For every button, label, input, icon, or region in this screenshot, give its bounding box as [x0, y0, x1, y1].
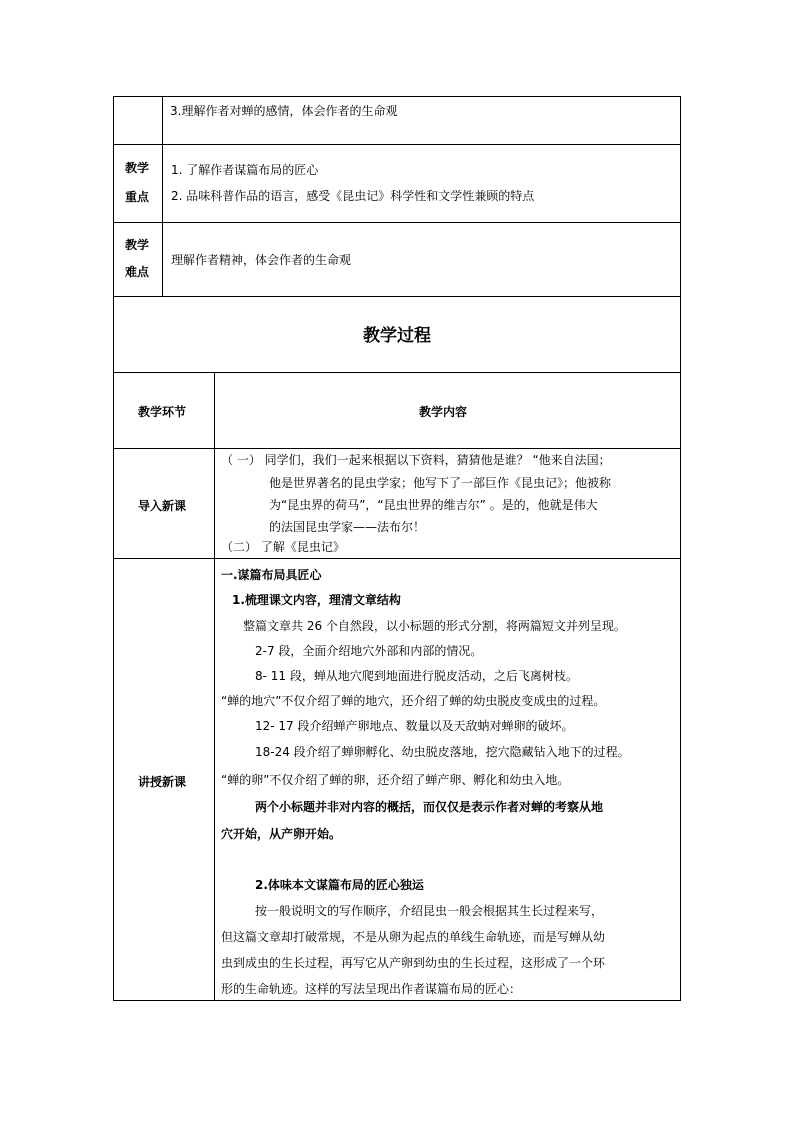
lecture-subheading-2: 2.体味本文谋篇布局的匠心独运 [255, 878, 424, 892]
intro-line-5: （二） 了解《昆虫记》 [221, 540, 345, 554]
objective-item-3: 3.理解作者对蝉的感情，体会作者的生命观 [170, 104, 398, 118]
lesson-plan-table [113, 96, 681, 1001]
lecture-paragraph: 整篇文章共 26 个自然段，以小标题的形式分割，将两篇短文并列呈现。 [243, 619, 626, 633]
key-point-1: 1. 了解作者谋篇布局的匠心 [171, 163, 319, 177]
row-divider [113, 372, 681, 373]
row-divider [113, 296, 681, 297]
key-points-label-1: 教学 [125, 161, 150, 175]
lecture-paragraph: 但这篇文章却打破常规，不是从卵为起点的单线生命轨迹，而是写蝉从幼 [221, 930, 606, 944]
column-divider [214, 372, 215, 1001]
key-point-2: 2. 品味科普作品的语言，感受《昆虫记》科学性和文学性兼顾的特点 [171, 189, 535, 203]
lecture-heading-1: 一.谋篇布局具匠心 [221, 568, 322, 582]
lecture-paragraph: 8- 11 段，蝉从地穴爬到地面进行脱皮活动，之后飞离树枝。 [255, 669, 578, 683]
row-divider [113, 222, 681, 223]
lecture-paragraph-emphasis: 两个小标题并非对内容的概括，而仅仅是表示作者对蝉的考察从地 [255, 800, 604, 814]
lecture-paragraph: 形的生命轨迹。这样的写法呈现出作者谋篇布局的匠心： [221, 982, 522, 996]
intro-line-4: 的法国昆虫学家——法布尔！ [269, 520, 426, 534]
lecture-paragraph: “蝉的卵”不仅介绍了蝉的卵，还介绍了蝉产卵、孵化和幼虫入地。 [221, 773, 570, 787]
column-header-stage: 教学环节 [138, 405, 187, 419]
lecture-paragraph-emphasis: 穴开始，从产卵开始。 [221, 827, 342, 841]
intro-line-2: 他是世界著名的昆虫学家；他写下了一部巨作《昆虫记》；他被称 [269, 476, 612, 490]
column-header-content: 教学内容 [419, 405, 468, 419]
lecture-paragraph: “蝉的地穴”不仅介绍了蝉的地穴，还介绍了蝉的幼虫脱皮变成虫的过程。 [221, 694, 606, 708]
process-title: 教学过程 [363, 326, 431, 346]
stage-lecture: 讲授新课 [138, 775, 187, 789]
lecture-paragraph: 2-7 段，全面介绍地穴外部和内部的情况。 [255, 644, 483, 658]
row-divider [113, 558, 681, 559]
difficulties-label-1: 教学 [125, 238, 150, 252]
intro-line-1: （ 一） 同学们，我们一起来根据以下资料，猜猜他是谁？ “他来自法国； [221, 453, 611, 467]
table-border-left [113, 96, 114, 1001]
difficulties-label-2: 难点 [125, 265, 150, 279]
column-divider [162, 96, 163, 296]
lecture-paragraph: 18-24 段介绍了蝉卵孵化、幼虫脱皮落地，挖穴隐藏钻入地下的过程。 [255, 745, 630, 759]
lecture-paragraph: 按一般说明文的写作顺序，介绍昆虫一般会根据其生长过程来写， [255, 904, 604, 918]
lecture-paragraph: 12- 17 段介绍蝉产卵地点、数量以及天敌蚋对蝉卵的破坏。 [255, 719, 574, 733]
table-border-right [680, 96, 681, 1001]
difficulties-text: 理解作者精神，体会作者的生命观 [171, 253, 352, 267]
intro-line-3: 为“昆虫界的荷马”，“昆虫世界的维吉尔” 。是的，他就是伟大 [269, 498, 598, 512]
lecture-subheading-1: 1.梳理课文内容，理清文章结构 [232, 593, 401, 607]
row-divider [113, 144, 681, 145]
stage-intro: 导入新课 [138, 499, 187, 513]
table-border-top [113, 96, 681, 97]
key-points-label-2: 重点 [125, 190, 150, 204]
lecture-paragraph: 虫到成虫的生长过程，再写它从产卵到幼虫的生长过程，这形成了一个环 [221, 956, 606, 970]
row-divider [113, 448, 681, 449]
table-border-bottom [113, 1000, 681, 1001]
